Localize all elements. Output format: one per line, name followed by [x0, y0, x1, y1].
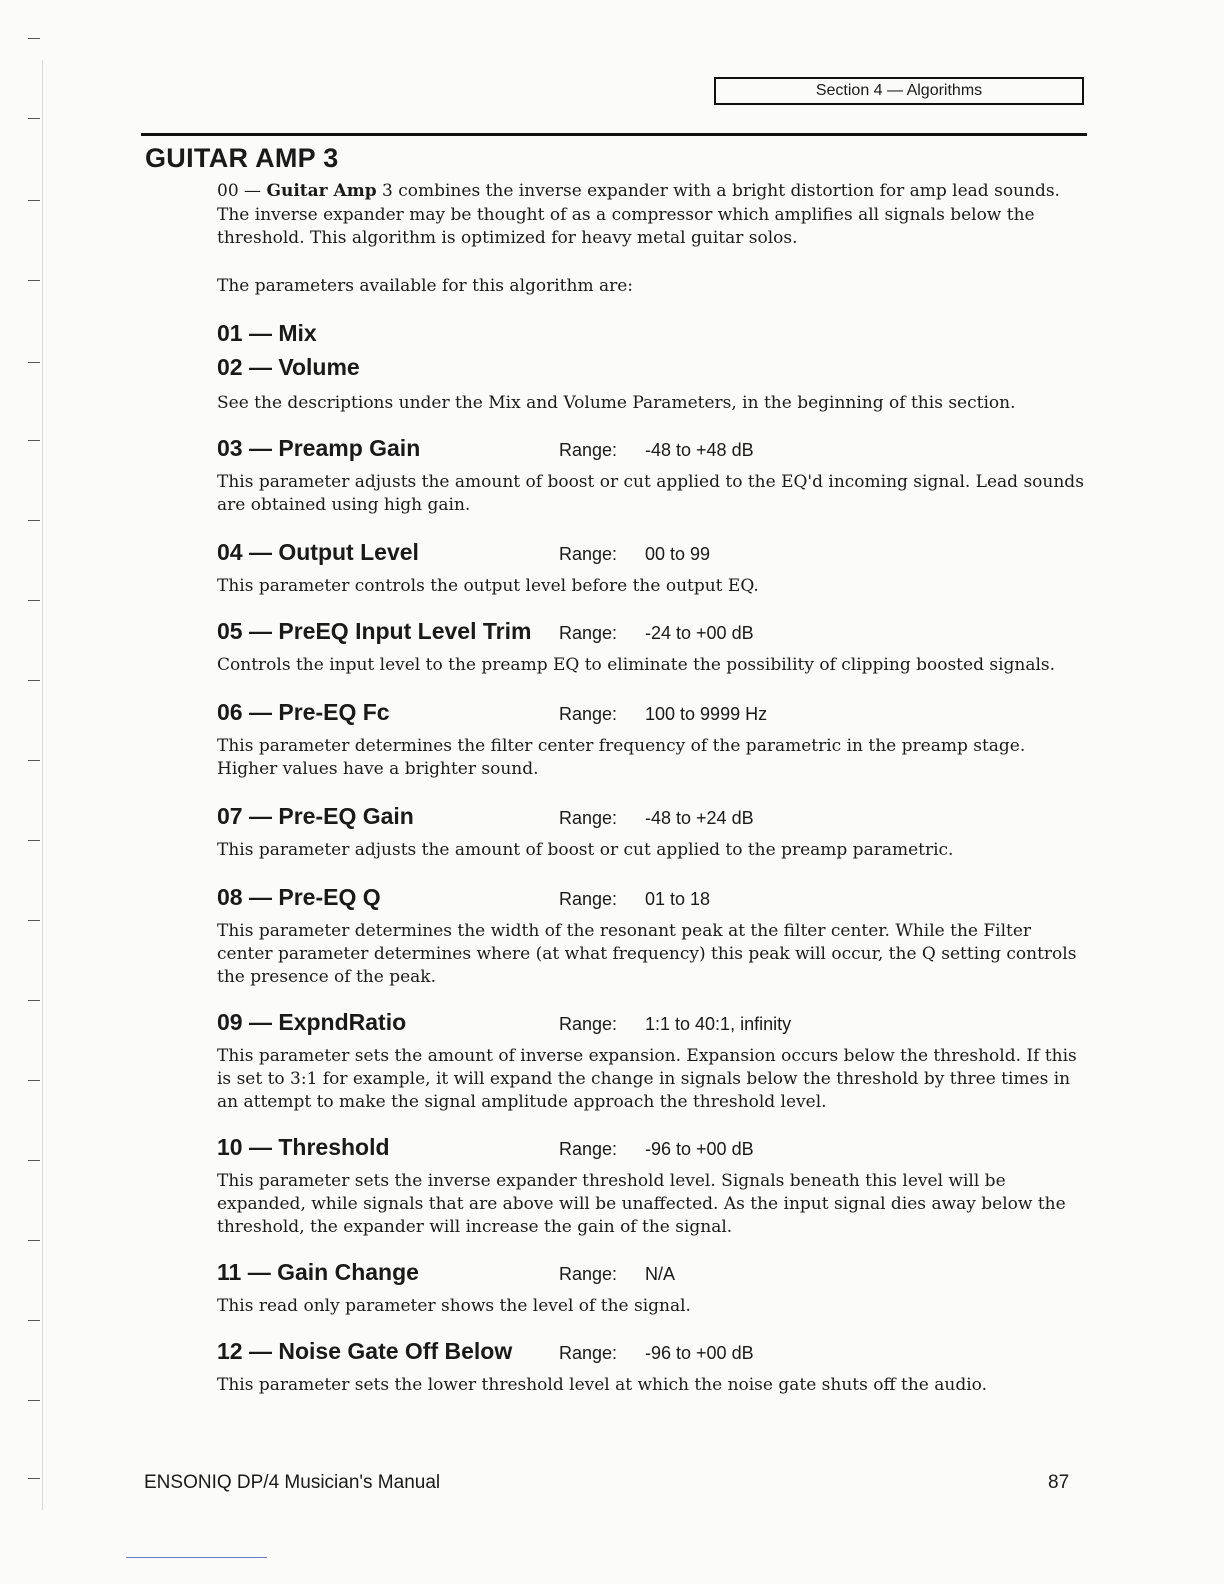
range-value: -96 to +00 dB — [645, 1343, 754, 1363]
section-header: Section 4 — Algorithms — [714, 77, 1084, 105]
range-value: 00 to 99 — [645, 544, 711, 564]
param-name: 03 — Preamp Gain — [217, 435, 421, 461]
range-value: N/A — [645, 1264, 676, 1284]
parameter-list — [217, 435, 1087, 1397]
param-10 — [217, 1134, 1087, 1239]
page-number: 87 — [1048, 1472, 1070, 1493]
page-content — [217, 180, 1087, 1397]
range-label: Range: — [559, 544, 618, 564]
param-name: 05 — PreEQ Input Level Trim — [217, 618, 532, 644]
param-name: 12 — Noise Gate Off Below — [217, 1338, 513, 1364]
param-description: This parameter sets the inverse expander threshold level. Signals beneath this level will be expanded, while signals that are above will be unaffected. As the input signal dies away below the threshold, the expander will increase the gain of the signal. — [217, 1171, 1066, 1237]
param-description: See the descriptions under the Mix and Volume Parameters, in the beginning of this section. — [217, 393, 1016, 413]
param-heading — [217, 1009, 1087, 1041]
param-name: 09 — ExpndRatio — [217, 1009, 407, 1035]
param-heading-volume — [217, 354, 1087, 386]
param-description: Controls the input level to the preamp EQ to eliminate the possibility of clipping boosted signals. — [217, 655, 1056, 675]
page-title: GUITAR AMP 3 — [145, 143, 339, 173]
range-label: Range: — [559, 704, 618, 724]
intro-paragraph — [217, 180, 1087, 251]
param-12 — [217, 1338, 1087, 1397]
range-label: Range: — [559, 623, 618, 643]
param-09 — [217, 1009, 1087, 1114]
param-04 — [217, 539, 1087, 598]
param-heading-mix — [217, 320, 1087, 352]
param-description: This read only parameter shows the level of the signal. — [217, 1296, 691, 1316]
param-11 — [217, 1259, 1087, 1318]
range-value: 01 to 18 — [645, 889, 711, 909]
param-05 — [217, 618, 1087, 677]
param-heading — [217, 699, 1087, 731]
param-name: 08 — Pre-EQ Q — [217, 884, 381, 910]
param-heading — [217, 435, 1087, 467]
range-label: Range: — [559, 1264, 618, 1284]
param-heading — [217, 1338, 1087, 1370]
range-label: Range: — [559, 889, 618, 909]
intro-text: 3 combines the inverse expander with a bright distortion for amp lead sounds. The inverse expander may be thought of as a compressor which amplifies all signals below the threshold. This algorithm is optimized for heavy metal guitar solos. — [217, 181, 1060, 248]
param-name: 10 — Threshold — [217, 1134, 390, 1160]
footer-manual-title: ENSONIQ DP/4 Musician's Manual — [144, 1472, 441, 1493]
param-06 — [217, 699, 1087, 781]
range-value: 100 to 9999 Hz — [645, 704, 768, 724]
param-description: This parameter sets the amount of inverse expansion. Expansion occurs below the threshold. If this is set to 3:1 for example, it will expand the change in signals below the threshold by three times in an attempt to make the signal amplitude approach the threshold level. — [217, 1046, 1077, 1112]
param-description: This parameter adjusts the amount of boost or cut applied to the preamp parametric. — [217, 840, 954, 860]
param-description: This parameter sets the lower threshold level at which the noise gate shuts off the audio. — [217, 1375, 987, 1395]
params-intro: The parameters available for this algorithm are: — [217, 275, 634, 296]
range-label: Range: — [559, 1014, 618, 1034]
param-heading — [217, 803, 1087, 835]
param-description: This parameter adjusts the amount of boost or cut applied to the EQ'd incoming signal. Lead sounds are obtained using high gain. — [217, 472, 1084, 515]
range-label: Range: — [559, 808, 618, 828]
range-value: -24 to +00 dB — [645, 623, 754, 643]
param-heading — [217, 539, 1087, 571]
param-description: This parameter determines the width of the resonant peak at the filter center. While the Filter center parameter determines where (at what frequency) this peak will occur, the Q setting controls the presence of the peak. — [217, 921, 1077, 987]
param-name: 06 — Pre-EQ Fc — [217, 699, 390, 725]
range-label: Range: — [559, 1343, 618, 1363]
range-label: Range: — [559, 1139, 618, 1159]
param-heading — [217, 884, 1087, 916]
range-value: 1:1 to 40:1, infinity — [645, 1014, 792, 1034]
param-description: This parameter determines the filter center frequency of the parametric in the preamp stage. Higher values have a brighter sound. — [217, 736, 1026, 779]
range-value: -48 to +24 dB — [645, 808, 754, 828]
param-heading — [217, 618, 1087, 650]
param-08 — [217, 884, 1087, 989]
param-name: 07 — Pre-EQ Gain — [217, 803, 414, 829]
param-heading — [217, 1259, 1087, 1291]
param-07 — [217, 803, 1087, 862]
param-name: 01 — Mix — [217, 320, 317, 346]
param-name: 04 — Output Level — [217, 539, 419, 565]
intro-number: 00 — — [217, 181, 267, 201]
intro-label: Guitar Amp — [266, 181, 377, 201]
param-name: 02 — Volume — [217, 354, 360, 380]
range-label: Range: — [559, 440, 618, 460]
param-description: This parameter controls the output level before the output EQ. — [217, 576, 759, 596]
range-value: -48 to +48 dB — [645, 440, 754, 460]
param-heading — [217, 1134, 1087, 1166]
param-03 — [217, 435, 1087, 517]
scan-artifact-line — [126, 1557, 267, 1558]
param-name: 11 — Gain Change — [217, 1259, 419, 1285]
title-rule — [141, 133, 1087, 136]
range-value: -96 to +00 dB — [645, 1139, 754, 1159]
